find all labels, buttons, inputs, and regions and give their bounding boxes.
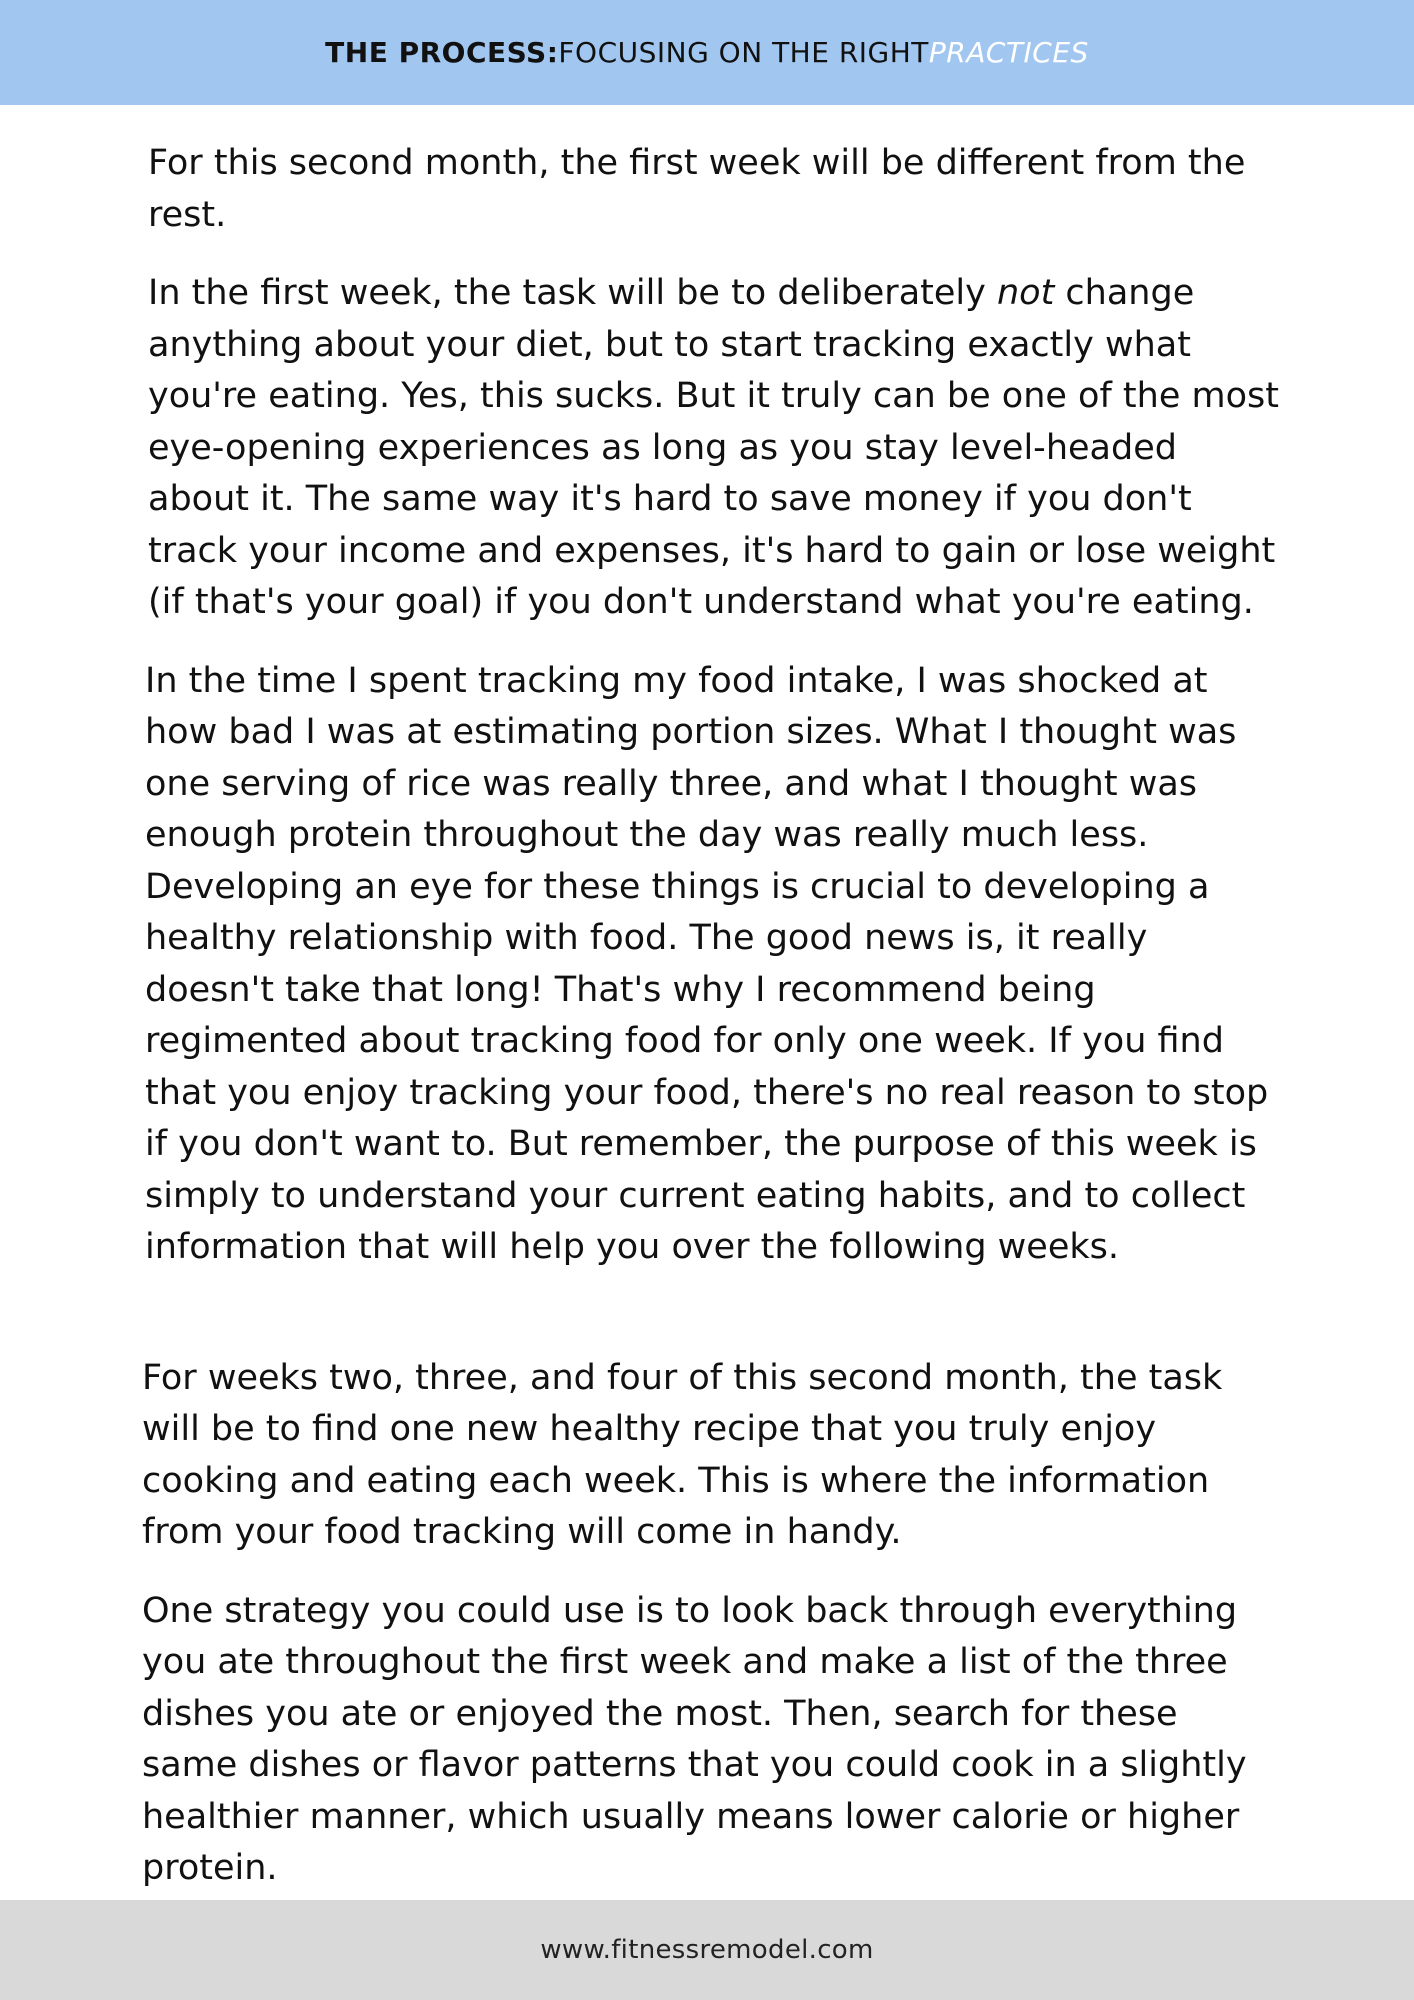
page-footer [0, 1900, 1414, 2000]
paragraph-strategy: One strategy you could use is to look back through everything you ate throughout the first week and make a list of the three dishes you ate or enjoyed the most. Then, search for these same dishes or flavor patterns that you could cook in a slightly healthier manner, which usually means lower calorie or higher protein. [142, 1590, 1247, 1888]
emphasis-not: not [996, 273, 1055, 313]
paragraph-intro: For this second month, the first week will be different from the rest. [148, 143, 1246, 235]
paragraph-first-week-start: In the first week, the task will be to deliberately [148, 273, 997, 313]
paragraph-first-week [148, 268, 1282, 629]
document-body [142, 138, 1282, 1895]
footer-url: www.fitnessremodel.com [540, 1935, 874, 1965]
page-header [0, 0, 1414, 105]
header-title-italic: PRACTICES [928, 36, 1089, 69]
paragraph-weeks-two-to-four: For weeks two, three, and four of this second month, the task will be to find one new healthy recipe that you truly enjoy cooking and eating each week. This is where the information from your food tracking will come in handy. [142, 1357, 1223, 1552]
header-title-middle: FOCUSING ON THE RIGHT [558, 36, 929, 69]
paragraph-tracking-experience: In the time I spent tracking my food intake, I was shocked at how bad I was at estimating portion sizes. What I thought was one serving of rice was really three, and what I thought was enough protein throughout the day was really much less. Developing an eye for these things is crucial to developing a healthy relationship with food. The good news is, it really doesn't take that long! That's why I recommend being regimented about tracking food for only one week. If you find that you enjoy tracking your food, there's no real reason to stop if you don't want to. But remember, the purpose of this week is simply to understand your current eating habits, and to collect information that will help you over the following weeks. [145, 660, 1269, 1267]
header-title-bold: THE PROCESS: [325, 36, 559, 69]
paragraph-first-week-rest: change anything about your diet, but to start tracking exactly what you're eating. Yes, this sucks. But it truly can be one of the most eye-opening experiences as long as you stay level-headed about it. The same way it's hard to save money if you don't track your income and expenses, it's hard to gain or lose weight (if that's your goal) if you don't understand what you're eating. [148, 273, 1279, 622]
